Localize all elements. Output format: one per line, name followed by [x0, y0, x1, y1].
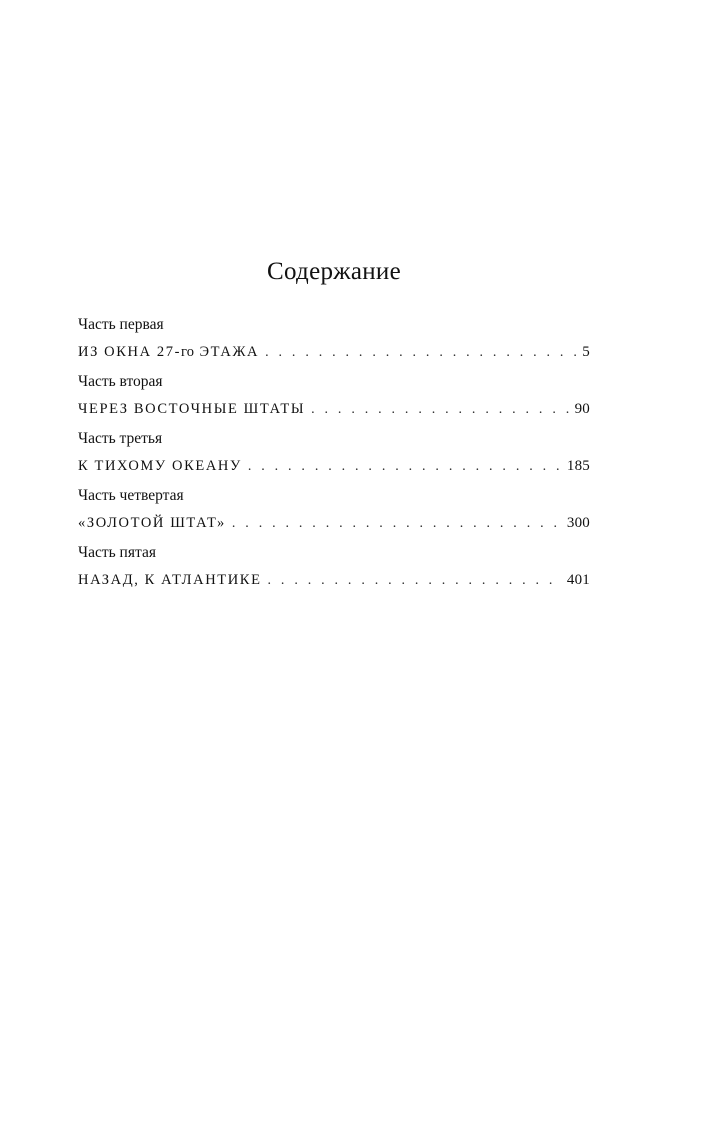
- page-title: Содержание: [267, 258, 401, 285]
- page-number: 401: [566, 572, 590, 588]
- toc-line[interactable]: [78, 339, 590, 366]
- toc-entry: [78, 369, 590, 425]
- dot-leader: [248, 454, 563, 480]
- part-label: Часть вторая: [78, 373, 163, 390]
- page-number: 185: [566, 458, 590, 474]
- toc-entry: [78, 540, 590, 596]
- chapter-title: ЧЕРЕЗ ВОСТОЧНЫЕ ШТАТЫ: [78, 401, 306, 417]
- part-label: Часть пятая: [78, 544, 156, 561]
- toc-line[interactable]: [78, 567, 590, 594]
- chapter-title: К ТИХОМУ ОКЕАНУ: [78, 458, 242, 474]
- toc-line[interactable]: [78, 453, 590, 480]
- toc-entry: [78, 483, 590, 539]
- chapter-title-part: ИЗ ОКНА 27-: [78, 344, 181, 360]
- toc-line[interactable]: [78, 396, 590, 423]
- toc-line[interactable]: [78, 510, 590, 537]
- page-number: 300: [566, 515, 590, 531]
- page-number: 90: [574, 401, 590, 417]
- part-label: Часть первая: [78, 316, 164, 333]
- toc-entry: [78, 312, 590, 368]
- page-number: 5: [582, 344, 590, 360]
- part-label: Часть четвертая: [78, 487, 184, 504]
- dot-leader: [311, 397, 570, 423]
- dot-leader: [268, 568, 563, 594]
- dot-leader: [265, 340, 578, 366]
- table-of-contents: [78, 312, 590, 597]
- chapter-title: «ЗОЛОТОЙ ШТАТ»: [78, 515, 226, 531]
- toc-entry: [78, 426, 590, 482]
- dot-leader: [232, 511, 563, 537]
- chapter-title-part: го: [181, 344, 195, 360]
- part-label: Часть третья: [78, 430, 163, 447]
- chapter-title: НАЗАД, К АТЛАНТИКЕ: [78, 572, 262, 588]
- chapter-title-part: ЭТАЖА: [194, 344, 260, 360]
- chapter-title: [78, 339, 259, 365]
